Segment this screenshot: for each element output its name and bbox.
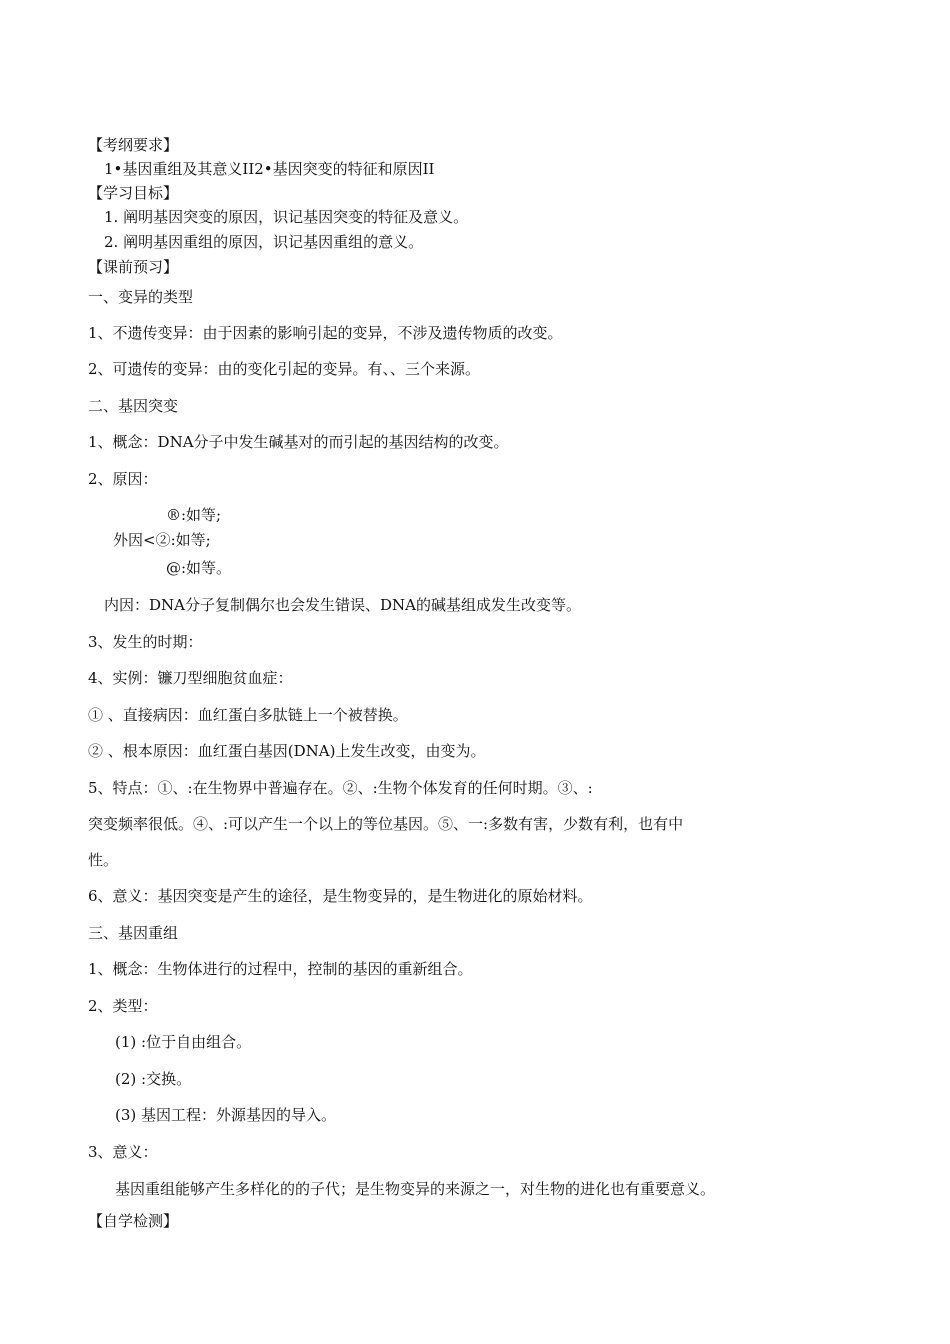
part2-period: 3、发生的时期： <box>88 633 203 651</box>
external-cause-3: @:如等。 <box>166 559 232 577</box>
exam-requirements-item: 1•基因重组及其意义II2•基因突变的特征和原因II <box>104 160 435 178</box>
part3-types: 2、类型： <box>88 997 158 1015</box>
part2-example-2: ② 、根本原因：血红蛋白基因(DNA)上发生改变，由变为。 <box>88 742 486 760</box>
part2-features-line1: 5、特点：①、:在生物界中普遍存在。②、:生物个体发育的任何时期。③、: <box>88 779 593 797</box>
part3-title: 三、基因重组 <box>88 924 179 942</box>
part3-meaning: 3、意义： <box>88 1143 158 1161</box>
part2-example: 4、实例：镰刀型细胞贫血症： <box>88 669 293 687</box>
part2-title: 二、基因突变 <box>88 397 179 415</box>
part3-type-3: (3) 基因工程：外源基因的导入。 <box>115 1106 337 1124</box>
external-cause-1: ®:如等; <box>166 506 222 524</box>
part2-example-1: ① 、直接病因：血红蛋白多肽链上一个被替换。 <box>88 706 408 724</box>
part3-meaning-text: 基因重组能够产生多样化的的子代；是生物变异的来源之一，对生物的进化也有重要意义。 <box>115 1180 716 1198</box>
learning-goal-1: 1. 阐明基因突变的原因，识记基因突变的特征及意义。 <box>104 208 469 226</box>
learning-goal-2: 2. 阐明基因重组的原因，识记基因重组的意义。 <box>104 233 424 251</box>
part1-item-1: 1、不遗传变异：由于因素的影响引起的变异，不涉及遗传物质的改变。 <box>88 324 563 342</box>
learning-goals-heading: 【学习目标】 <box>88 184 179 202</box>
exam-requirements-heading: 【考纲要求】 <box>88 136 179 154</box>
part2-cause: 2、原因： <box>88 470 158 488</box>
self-check-heading: 【自学检测】 <box>88 1212 179 1230</box>
part1-title: 一、变异的类型 <box>88 288 194 306</box>
preview-heading: 【课前预习】 <box>88 258 179 276</box>
part2-meaning: 6、意义：基因突变是产生的途径，是生物变异的，是生物进化的原始材料。 <box>88 887 593 905</box>
part2-concept: 1、概念：DNA分子中发生碱基对的而引起的基因结构的改变。 <box>88 433 509 451</box>
part2-features-line3: 性。 <box>88 851 119 869</box>
part3-concept: 1、概念：生物体进行的过程中，控制的基因的重新组合。 <box>88 960 473 978</box>
internal-cause: 内因：DNA分子复制偶尔也会发生错误、DNA的碱基组成发生改变等。 <box>104 596 581 614</box>
part2-features-line2: 突变频率很低。④、:可以产生一个以上的等位基因。⑤、一:多数有害，少数有利，也有中 <box>88 815 684 833</box>
external-cause-label: 外因<②:如等; <box>113 531 211 549</box>
part1-item-2: 2、可遗传的变异：由的变化引起的变异。有、、三个来源。 <box>88 360 481 378</box>
part3-type-2: (2) :交换。 <box>115 1070 192 1088</box>
part3-type-1: (1) :位于自由组合。 <box>115 1033 252 1051</box>
